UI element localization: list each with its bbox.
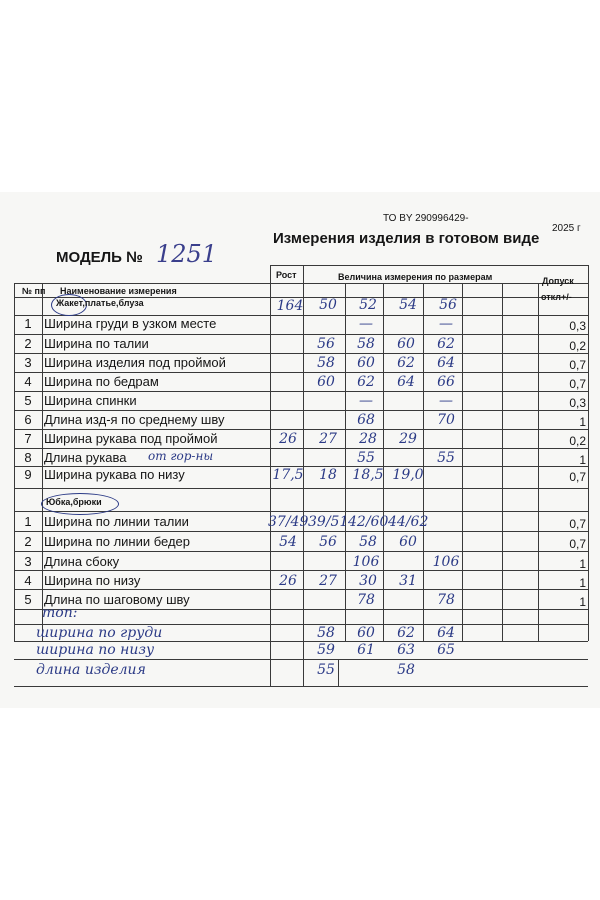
measurement-value: 30 (359, 573, 377, 589)
tolerance-value: 0,7 (569, 537, 586, 551)
row-number: 4 (24, 374, 32, 389)
model-number: 1251 (156, 240, 218, 268)
row-label: Длина по шаговому шву (44, 592, 190, 607)
row-label: ширина по низу (36, 642, 155, 658)
measurement-value: 64 (437, 625, 455, 641)
grid-line (588, 265, 589, 641)
measurement-value: 27 (319, 431, 337, 447)
row-number: 1 (24, 316, 32, 331)
row-label: ширина по груди (36, 625, 163, 641)
size-value: 56 (439, 297, 457, 313)
row-number: 7 (24, 431, 32, 446)
row-number: 3 (24, 355, 32, 370)
height-value: 26 (279, 431, 297, 447)
tolerance-value: 0,3 (569, 319, 586, 333)
measurement-value: 64 (437, 355, 455, 371)
tolerance-value: 1 (579, 453, 586, 467)
measurement-value: 58 (317, 355, 335, 371)
row-label: Ширина груди в узком месте (44, 316, 217, 331)
row-label: Ширина по талии (44, 336, 149, 351)
column-header-number: № пп (22, 286, 46, 296)
measurement-value: 78 (437, 592, 455, 608)
tolerance-value: 1 (579, 415, 586, 429)
measurement-value: — (359, 393, 373, 409)
row-number: 6 (24, 412, 32, 427)
row-number: 5 (24, 393, 32, 408)
measurement-value: 78 (357, 592, 375, 608)
measurement-value: 62 (357, 374, 375, 390)
column-header-height: Рост (276, 270, 297, 280)
measurement-value: 27 (319, 573, 337, 589)
grid-line (42, 283, 43, 641)
row-label: Ширина по бедрам (44, 374, 159, 389)
height-value: 17,5 (272, 467, 304, 483)
tolerance-value: 0,7 (569, 358, 586, 372)
grid-line (270, 265, 588, 266)
tolerance-value: 0,7 (569, 377, 586, 391)
measurement-value: 44/62 (388, 514, 429, 530)
grid-line (502, 283, 503, 641)
measurement-value: 58 (317, 625, 335, 641)
row-number: 9 (24, 467, 32, 482)
measurement-value: 28 (359, 431, 377, 447)
measurement-value: 60 (397, 336, 415, 352)
measurement-value: 59 (317, 642, 335, 658)
grid-line (14, 659, 588, 660)
measurement-value: 106 (352, 554, 380, 570)
section-title-top: топ: (42, 605, 78, 621)
tolerance-value: 0,7 (569, 470, 586, 484)
row-label: Ширина по линии талии (44, 514, 189, 529)
size-value: 52 (359, 297, 377, 313)
row-number: 8 (24, 450, 32, 465)
section-title-jacket: Жакет,платье,блуза (56, 298, 144, 308)
page-title: Измерения изделия в готовом виде (273, 230, 540, 247)
measurement-value: 70 (437, 412, 455, 428)
tolerance-value: 0,2 (569, 434, 586, 448)
measurement-value: 58 (357, 336, 375, 352)
measurement-value: 65 (437, 642, 455, 658)
height-value: 37/49 (268, 514, 309, 530)
section-title-skirt: Юбка,брюки (46, 497, 102, 507)
measurement-value: 62 (397, 625, 415, 641)
measurement-value: 62 (437, 336, 455, 352)
measurement-value: 60 (357, 625, 375, 641)
model-label: МОДЕЛЬ № (56, 249, 143, 266)
measurement-value: 63 (397, 642, 415, 658)
measurement-value: 31 (399, 573, 417, 589)
tolerance-value: 0,3 (569, 396, 586, 410)
measurement-value: 58 (397, 662, 415, 678)
column-header-tolerance-unit: откл+/- (541, 292, 572, 302)
tolerance-value: 1 (579, 557, 586, 571)
measurement-value: 106 (432, 554, 460, 570)
row-label: Ширина рукава под проймой (44, 431, 218, 446)
row-label: Ширина по линии бедер (44, 534, 191, 549)
row-label: Ширина рукава по низу (44, 467, 185, 482)
tolerance-value: 1 (579, 576, 586, 590)
measurement-value: 18,5 (352, 467, 384, 483)
measurement-value: — (439, 316, 453, 332)
measurement-value: 62 (397, 355, 415, 371)
row-label: Ширина спинки (44, 393, 137, 408)
measurement-value: 60 (357, 355, 375, 371)
row-number: 3 (24, 554, 32, 569)
row-label: Ширина изделия под проймой (44, 355, 226, 370)
measurement-value: 64 (397, 374, 415, 390)
row-label: длина изделия (36, 662, 146, 678)
column-header-name: Наименование измерения (60, 286, 177, 296)
measurement-value: — (359, 316, 373, 332)
column-header-sizes: Величина измерения по размерам (338, 272, 493, 282)
measurement-value: 18 (319, 467, 337, 483)
measurement-value: — (439, 393, 453, 409)
document-year: 2025 г (552, 223, 581, 234)
tolerance-value: 1 (579, 595, 586, 609)
height-value: 26 (279, 573, 297, 589)
row-number: 2 (24, 336, 32, 351)
measurement-value: 60 (399, 534, 417, 550)
grid-line (14, 686, 588, 687)
height-value: 54 (279, 534, 297, 550)
column-header-tolerance: Допуск (542, 276, 574, 286)
measurement-value: 56 (319, 534, 337, 550)
row-label: Длина сбоку (44, 554, 120, 569)
measurement-value: 60 (317, 374, 335, 390)
measurement-value: 66 (437, 374, 455, 390)
measurement-value: 56 (317, 336, 335, 352)
measurement-value: 29 (399, 431, 417, 447)
measurement-value: 39/51 (308, 514, 349, 530)
size-value: 50 (319, 297, 337, 313)
tolerance-value: 0,7 (569, 517, 586, 531)
row-note: от гор-ны (148, 449, 214, 463)
measurement-value: 55 (357, 450, 375, 466)
measurement-value: 55 (437, 450, 455, 466)
document-reference: ТО BY 290996429- (383, 213, 469, 224)
measurement-value: 58 (359, 534, 377, 550)
row-number: 1 (24, 514, 32, 529)
row-number: 2 (24, 534, 32, 549)
measurement-value: 42/60 (348, 514, 389, 530)
row-number: 4 (24, 573, 32, 588)
row-label: Ширина по низу (44, 573, 141, 588)
size-value: 54 (399, 297, 417, 313)
row-number: 5 (24, 592, 32, 607)
row-label: Длина изд-я по среднему шву (44, 412, 225, 427)
tolerance-value: 0,2 (569, 339, 586, 353)
measurement-value: 68 (357, 412, 375, 428)
measurement-value: 61 (357, 642, 375, 658)
measurement-value: 55 (317, 662, 335, 678)
measurement-value: 19,0 (392, 467, 424, 483)
row-label: Длина рукава (44, 450, 127, 465)
height-value: 164 (276, 298, 304, 314)
